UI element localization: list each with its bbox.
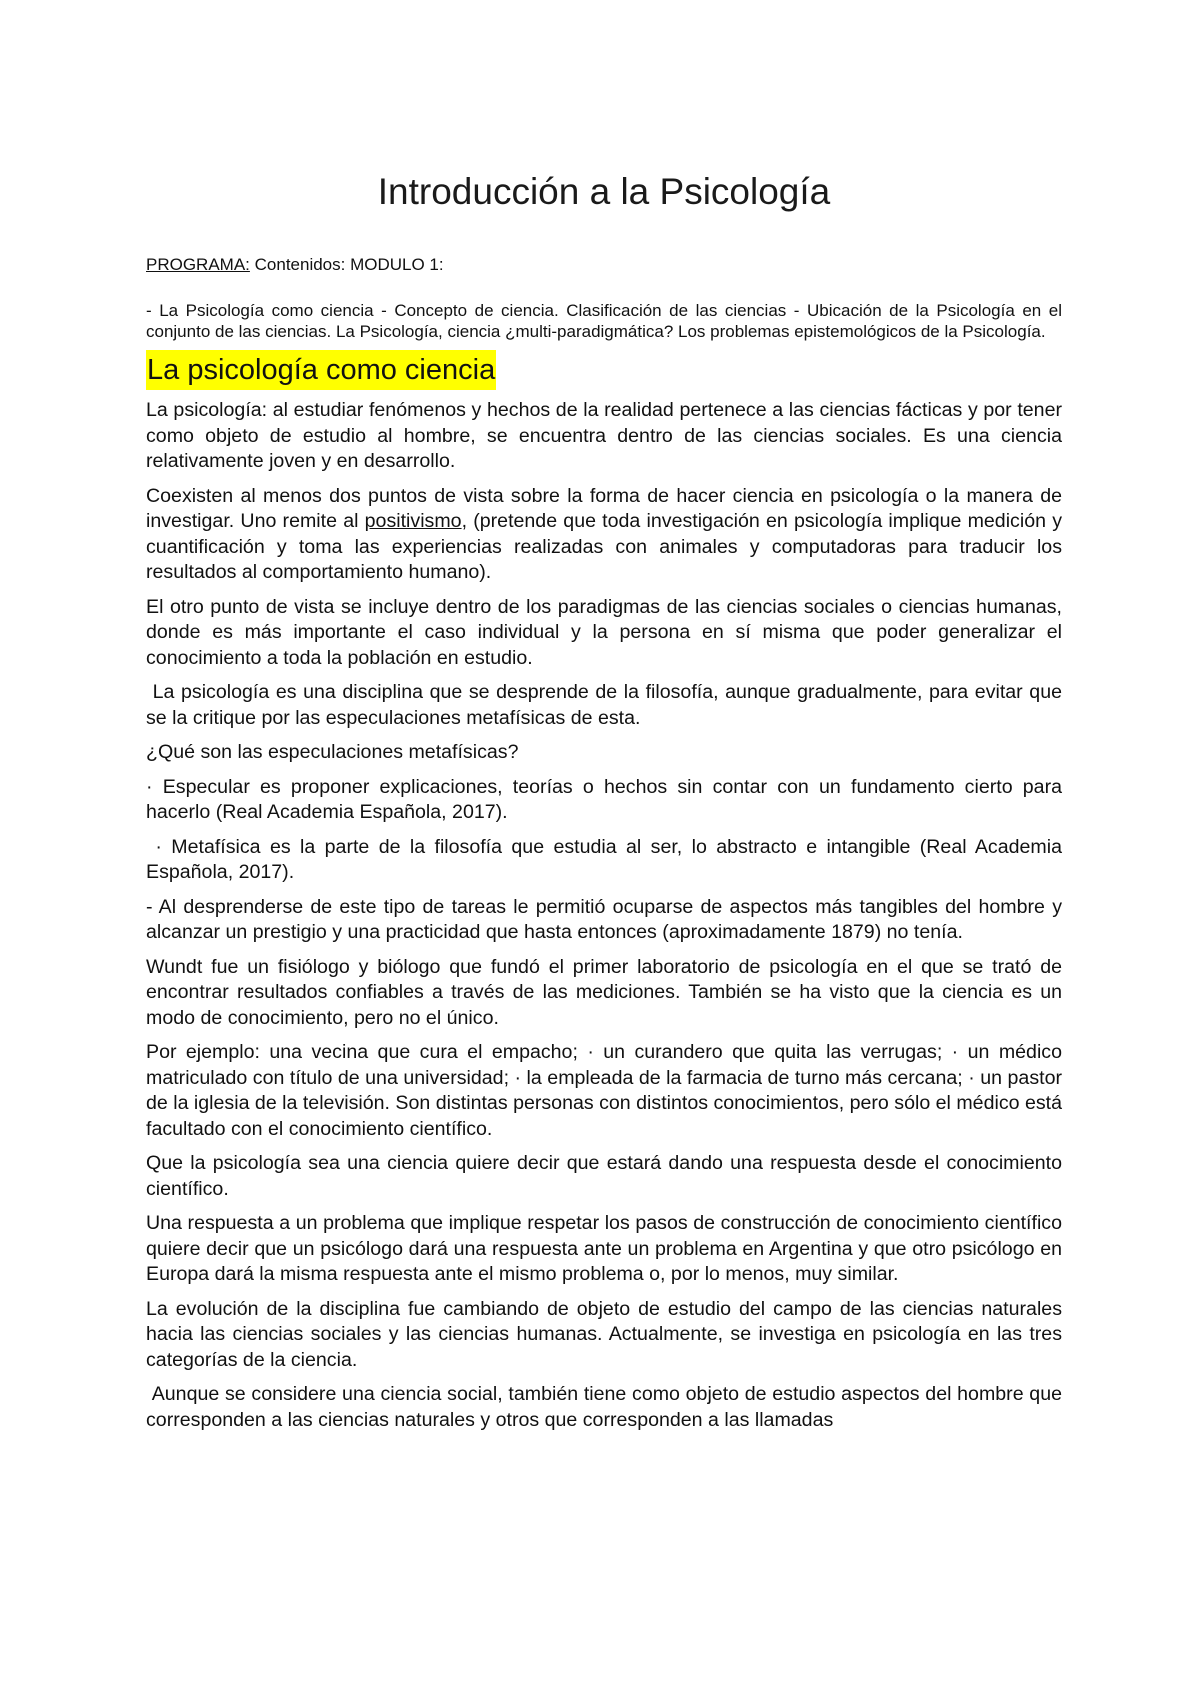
paragraph-3: El otro punto de vista se incluye dentro de los paradigmas de las ciencias sociales o ciencias humanas, donde es más importante el caso individual y la persona en sí misma que poder generalizar el conocimiento a toda la población en estudio.: [146, 595, 1062, 669]
paragraph-12: Una respuesta a un problema que implique respetar los pasos de construcción de conocimiento científico quiere decir que un psicólogo dará una respuesta ante un problema en Argentina y que otro psicólogo en Europa dará la misma respuesta ante el mismo problema o, por lo menos, muy similar.: [146, 1212, 1062, 1285]
positivismo-term: positivismo: [364, 510, 462, 532]
paragraph-2-text-end: , (pretende que toda investigación en psicología implique medición y cuantificación y toma las experiencias realizadas con animales y computadoras para traducir los resultados al comportamiento humano).: [146, 510, 1062, 583]
paragraph-1: La psicología: al estudiar fenómenos y hechos de la realidad pertenece a las ciencias fácticas y por tener como objeto de estudio al hombre, se encuentra dentro de las ciencias sociales. Es una ciencia relativamente joven y en desarrollo.: [146, 399, 1062, 472]
paragraph-2-text-start: Coexisten al menos dos puntos de vista sobre la forma de hacer ciencia en psicología o la manera de investigar. Uno remite al: [146, 484, 1062, 532]
section-heading: La psicología como ciencia: [146, 350, 496, 390]
program-contents-label: Contenidos: MODULO 1:: [249, 255, 444, 274]
paragraph-8: - Al desprenderse de este tipo de tareas le permitió ocuparse de aspectos más tangibles del hombre y alcanzar un prestigio y una practicidad que hasta entonces (aproximadamente 1879) no tenía.: [146, 895, 1062, 943]
paragraph-14: Aunque se considere una ciencia social, también tiene como objeto de estudio aspectos del hombre que corresponden a las ciencias naturales y otros que corresponden a las llamadas: [146, 1383, 1068, 1431]
program-label: PROGRAMA:: [146, 255, 250, 274]
program-description: - La Psicología como ciencia - Concepto de ciencia. Clasificación de las ciencias - Ubicación de la Psicología en el conjunto de las ciencias. La Psicología, ciencia ¿multi-paradigmática? Los problemas epistemológicos de la Psicología.: [146, 301, 1062, 341]
section-heading-wrapper: [146, 350, 1062, 398]
paragraph-6-especular: · Especular es proponer explicaciones, teorías o hechos sin contar con un fundamento cierto para hacerlo (Real Academia Española, 2017).: [146, 775, 1062, 823]
paragraph-4: La psicología es una disciplina que se desprende de la filosofía, aunque gradualmente, para evitar que se la critique por las especulaciones metafísicas de esta.: [146, 681, 1068, 729]
paragraph-2: [146, 484, 1062, 586]
paragraph-10-ejemplo: Por ejemplo: una vecina que cura el empacho; · un curandero que quita las verrugas; · un médico matriculado con título de una universidad; · la empleada de la farmacia de turno más cercana; · un pastor de la iglesia de la televisión. Son distintas personas con distintos conocimientos, pero sólo el médico está facultado con el conocimiento científico.: [146, 1041, 1062, 1140]
paragraph-5-question: ¿Qué son las especulaciones metafísicas?: [146, 741, 519, 763]
paragraph-11: Que la psicología sea una ciencia quiere decir que estará dando una respuesta desde el conocimiento científico.: [146, 1152, 1062, 1200]
document-body: [146, 170, 1068, 1442]
paragraph-9-wundt: Wundt fue un fisiólogo y biólogo que fundó el primer laboratorio de psicología en el que se trató de encontrar resultados confiables a través de las mediciones. También se ha visto que la ciencia es un modo de conocimiento, pero no el único.: [146, 955, 1062, 1029]
page-title: Introducción a la Psicología: [377, 171, 831, 212]
program-line: [146, 254, 1062, 276]
paragraph-13: La evolución de la disciplina fue cambiando de objeto de estudio del campo de las ciencias naturales hacia las ciencias sociales y las ciencias humanas. Actualmente, se investiga en psicología en las tres categorías de la ciencia.: [146, 1297, 1062, 1371]
paragraph-7-metafisica: · Metafísica es la parte de la filosofía que estudia al ser, lo abstracto e intangible (Real Academia Española, 2017).: [146, 835, 1068, 883]
